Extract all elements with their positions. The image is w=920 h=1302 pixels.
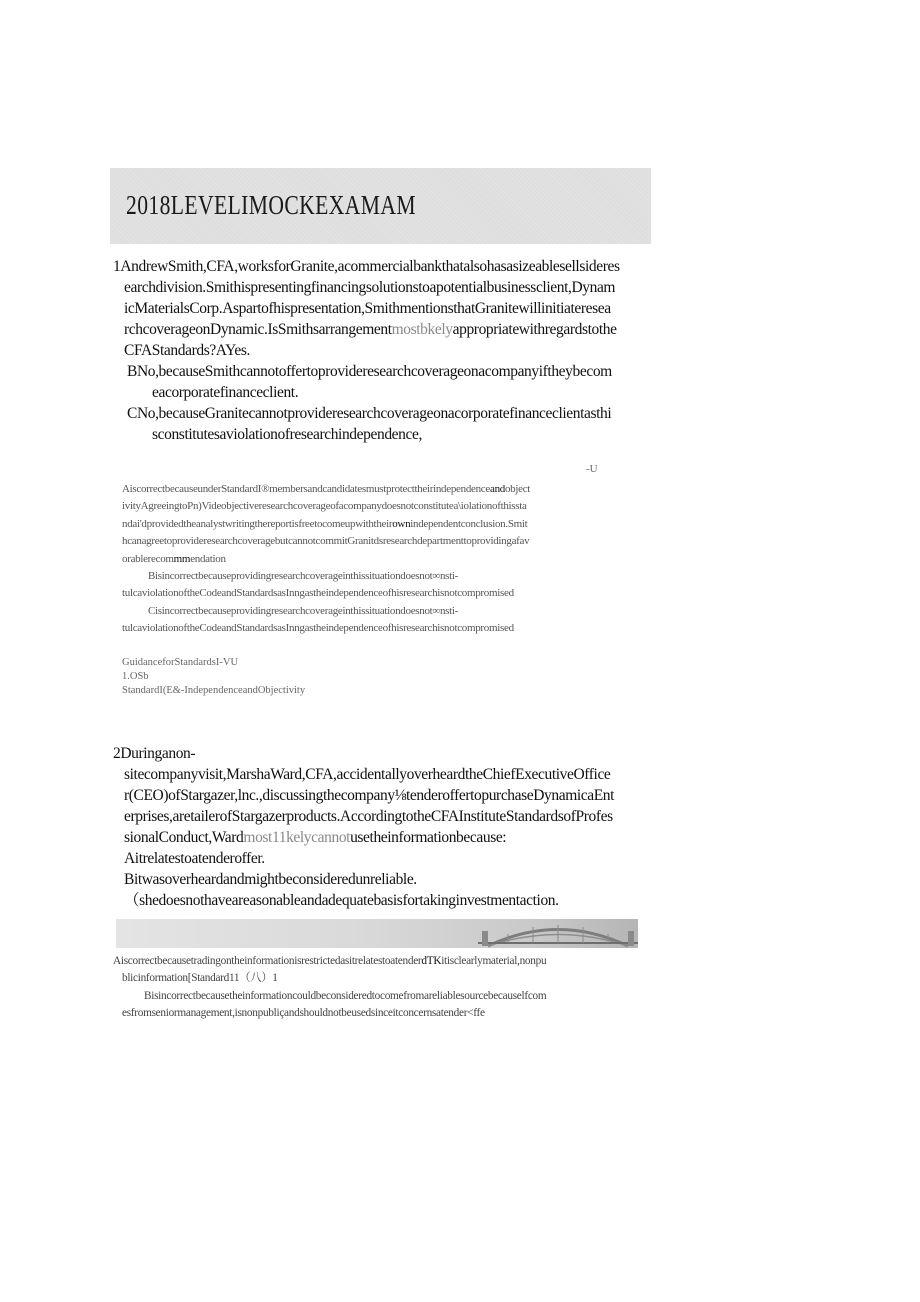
question-2: [113, 743, 614, 911]
explanation-2-option-b-cont: esfromseniormanagement,isnonpubliçandshouldnotbeusedsinceitconcernsatender<ffe: [122, 1007, 485, 1020]
question-1: [113, 256, 620, 445]
question-1-line-5: CFAStandards?AYes.: [124, 342, 251, 359]
question-1-option-c-cont: sconstitutesaviolationofresearchindependence,: [152, 426, 422, 443]
question-1-option-c: CNo,becauseGranitecannotprovideresearchcoverageonacorporatefinanceclientasthi: [127, 405, 612, 422]
explanation-1-option-b: Bisincorrectbecauseprovidingresearchcoverageinthissituationdoesnot∞nsti-: [148, 570, 459, 583]
question-2-line-2: sitecompanyvisit,MarshaWard,CFA,accidentallyoverheardtheChiefExecutiveOffice: [124, 766, 611, 783]
explanation-1-line-4: hcanagreetoprovideresearchcoveragebutcannotcommitGranitdsresearchdepartmenttoprovidingafav: [122, 535, 530, 548]
explanation-1-option-c-cont: tulcaviolationoftheCodeandStandardsasInngastheindependenceofhisresearchisnotcompromised: [122, 622, 514, 635]
question-1-line-3: icMaterialsCorp.Aspartofhispresentation,SmithmentionsthatGranitewillinitiateresea: [124, 300, 611, 317]
page-marker: -U: [586, 463, 598, 475]
question-1-reference: [122, 656, 305, 698]
reference-line-2: 1.OSb: [122, 671, 149, 682]
reference-line-3: StandardI(E&-IndependenceandObjectivity: [122, 685, 306, 696]
question-1-line-1: 1AndrewSmith,CFA,worksforGranite,acommercialbankthatalsohasasizeablesellsideres: [113, 258, 620, 275]
explanation-1-line-3: ndai'dprovidedtheanalystwritingthereportisfreetocomeupwiththeirownindependentconclusion.Smit: [122, 517, 528, 530]
explanation-1-line-5: orablerecommmendation: [122, 552, 226, 565]
explanation-2-line-1: AiscorrectbecausetradingontheinformationisrestrictedasitrelatestoatenderdTKitisclearlymaterial,nonpu: [113, 955, 547, 967]
question-1-line-4: rchcoverageonDynamic.IsSmithsarrangementmostbkelyappropriatewithregardstothe: [124, 321, 617, 338]
explanation-1-line-1: AiscorrectbecauseunderStandardI®membersandcandidatesmustprotecttheirindependenceandobject: [122, 483, 531, 495]
question-1-option-b-cont: eacorporatefinanceclient.: [152, 384, 299, 401]
reference-line-1: GuidanceforStandardsI-VU: [122, 657, 239, 668]
question-2-option-a: Aitrelatestoatenderoffer.: [124, 850, 265, 867]
question-2-line-5: sionalConduct,Wardmost11kelycannotusetheinformationbecause:: [124, 829, 507, 846]
question-1-line-2: earchdivision.Smithispresentingfinancingsolutionstoapotentialbusinessclient,Dynam: [124, 279, 616, 296]
decorative-bridge-strip: [116, 919, 638, 948]
question-2-option-c: （shedoesnothaveareasonableandadequatebasisfortakinginvestmentaction.: [124, 892, 559, 909]
question-2-option-b: Bitwasoverheardandmightbeconsideredunreliable.: [124, 871, 417, 888]
explanation-2-option-b: Bisincorrectbecausetheinformationcouldbeconsideredtocomefromareliablesourcebecauselfcom: [144, 989, 547, 1002]
explanation-1-option-b-cont: tulcaviolationoftheCodeandStandardsasInngastheindependenceofhisresearchisnotcompromised: [122, 587, 514, 600]
explanation-1-option-c: Cisincorrectbecauseprovidingresearchcoverageinthissituationdoesnot∞nsti-: [148, 604, 459, 617]
question-2-explanation: [113, 953, 546, 1023]
explanation-1-line-2: ivityAgreeingtoPn)Videobjectiveresearchcoverageofacompanydoesnotconstitutea\iolationofthissta: [122, 500, 527, 513]
bridge-icon: [478, 919, 638, 948]
question-1-explanation: [122, 481, 530, 638]
explanation-2-line-2: blicinformation[Standard11（八）1: [122, 972, 278, 985]
question-2-line-4: erprises,aretailerofStargazerproducts.AccordingtotheCFAInstituteStandardsofProfes: [124, 808, 613, 825]
exam-title-banner: [110, 168, 651, 244]
question-2-line-1: 2Duringanon-: [113, 745, 196, 762]
question-1-option-b: BNo,becauseSmithcannotoffertoprovideresearchcoverageonacompanyiftheybecom: [127, 363, 612, 380]
exam-title: 2018LEVELIMOCKEXAMAM: [126, 190, 416, 220]
question-2-line-3: r(CEO)ofStargazer,lnc.,discussingthecompany⅛tenderoffertopurchaseDynamicaEnt: [124, 787, 615, 804]
